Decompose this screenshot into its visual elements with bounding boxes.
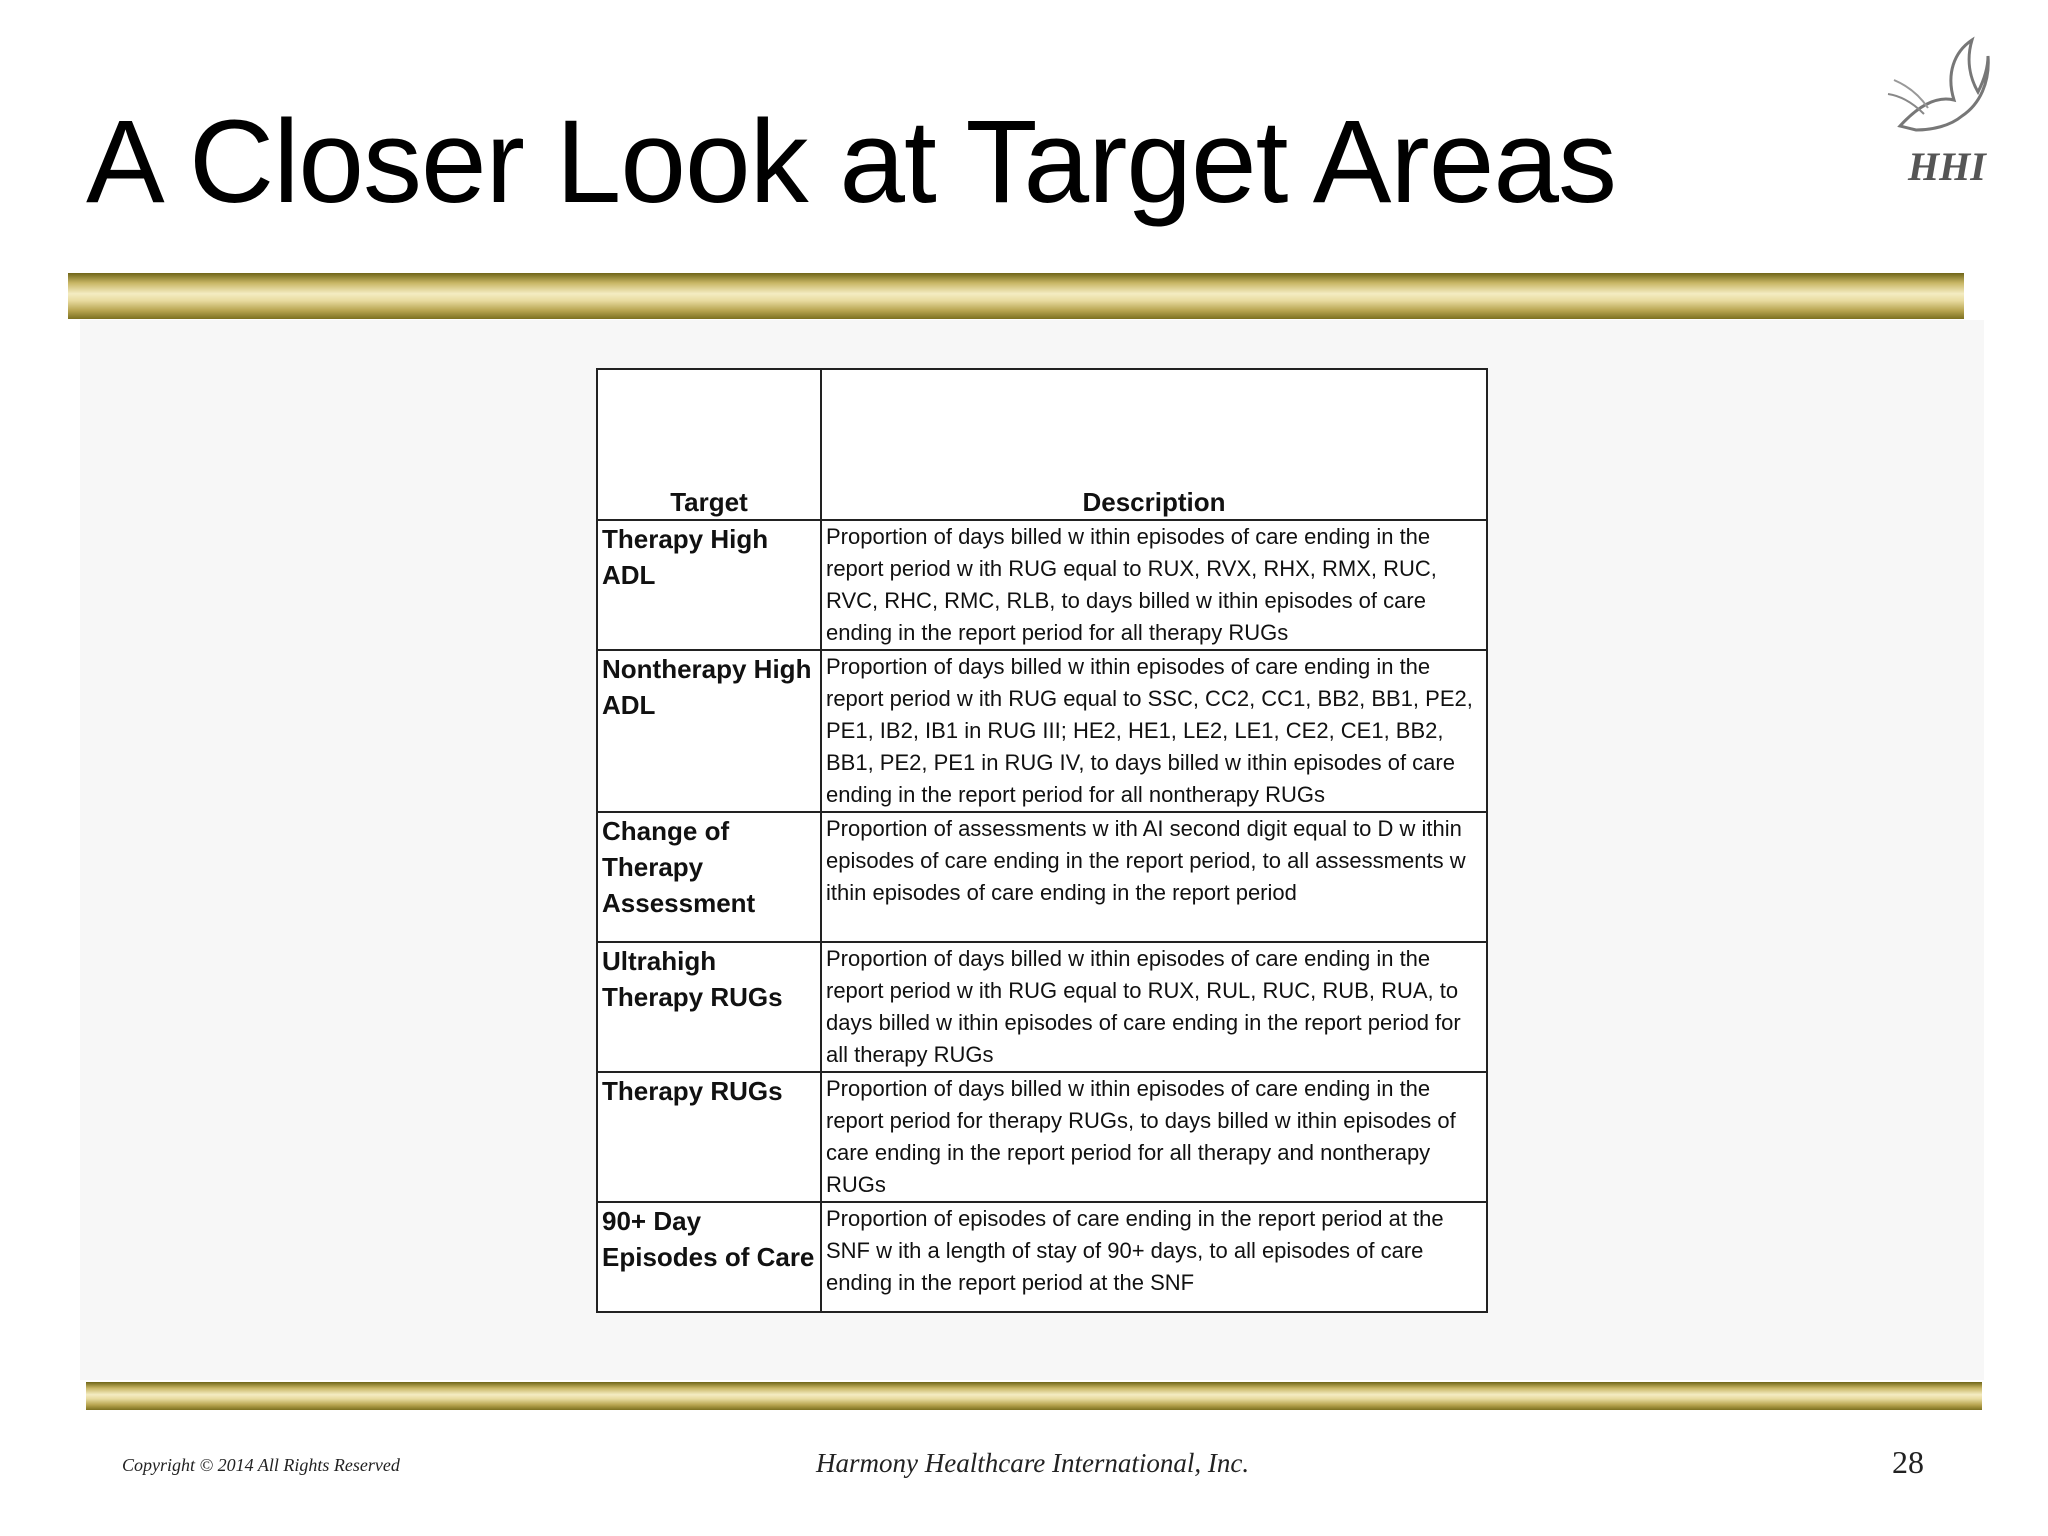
logo-lettering: HHI — [1908, 144, 1986, 189]
copyright-notice: Copyright © 2014 All Rights Reserved — [122, 1455, 400, 1475]
table-header-row — [597, 369, 1487, 520]
company-name: Harmony Healthcare International, Inc. — [816, 1448, 1250, 1478]
target-cell: Therapy RUGs — [597, 1072, 821, 1202]
table-row — [597, 520, 1487, 650]
slide-title: A Closer Look at Target Areas — [86, 96, 1616, 228]
description-cell: Proportion of days billed w ithin episodes of care ending in the report period w ith RUG equal to RUX, RVX, RHX, RMX, RUC, RVC, RHC, RMC, RLB, to days billed w ithin episodes of care ending in the report period for all therapy RUGs — [821, 520, 1487, 650]
description-cell: Proportion of days billed w ithin episodes of care ending in the report period w ith RUG equal to SSC, CC2, CC1, BB2, BB1, PE2, PE1, IB2, IB1 in RUG III; HE2, HE1, LE2, LE1, CE2, CE1, BB2, BB1, PE2, PE1 in RUG IV, to days billed w ithin episodes of care ending in the report period for all nontherapy RUGs — [821, 650, 1487, 812]
target-cell: 90+ Day Episodes of Care — [597, 1202, 821, 1312]
table-row — [597, 942, 1487, 1072]
target-cell: Change of Therapy Assessment — [597, 812, 821, 942]
header-divider — [68, 273, 1964, 319]
table-row — [597, 812, 1487, 942]
target-areas-table — [596, 368, 1488, 1313]
description-cell: Proportion of days billed w ithin episodes of care ending in the report period for therapy RUGs, to days billed w ithin episodes of care ending in the report period for all therapy and nontherapy RUGs — [821, 1072, 1487, 1202]
table-row — [597, 1202, 1487, 1312]
description-cell: Proportion of days billed w ithin episodes of care ending in the report period w ith RUG equal to RUX, RUL, RUC, RUB, RUA, to days billed w ithin episodes of care ending in the report period for all therapy RUGs — [821, 942, 1487, 1072]
column-header-description: Description — [821, 369, 1487, 520]
description-cell: Proportion of episodes of care ending in the report period at the SNF w ith a length of stay of 90+ days, to all episodes of care ending in the report period at the SNF — [821, 1202, 1487, 1312]
footer-divider — [86, 1382, 1982, 1410]
description-cell: Proportion of assessments w ith AI second digit equal to D w ithin episodes of care ending in the report period, to all assessments w ithin episodes of care ending in the report period — [821, 812, 1487, 942]
target-cell: Ultrahigh Therapy RUGs — [597, 942, 821, 1072]
target-cell: Therapy High ADL — [597, 520, 821, 650]
column-header-target: Target — [597, 369, 821, 520]
target-cell: Nontherapy High ADL — [597, 650, 821, 812]
dove-logo-icon — [1880, 34, 1990, 194]
page-number: 28 — [1892, 1444, 1924, 1480]
table-row — [597, 650, 1487, 812]
table-row — [597, 1072, 1487, 1202]
